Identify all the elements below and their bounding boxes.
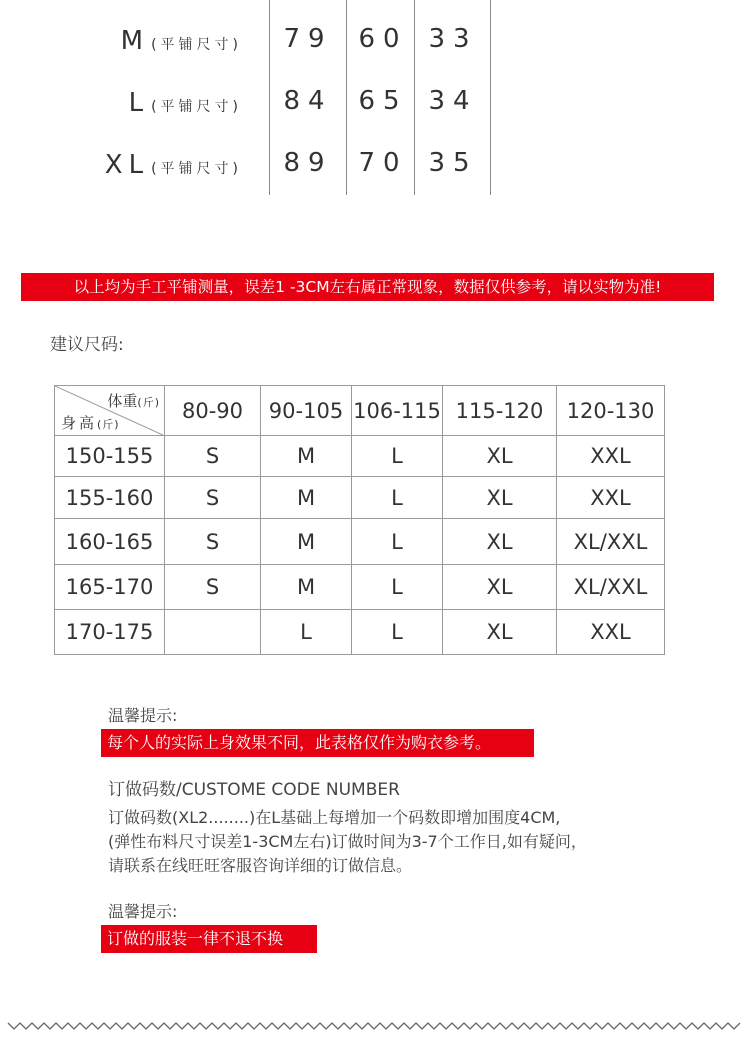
size-cell: XL [443,565,557,610]
size-cell: L [352,565,443,610]
size-table-divider [269,0,270,195]
measure-notice-banner: 以上均为手工平铺测量，误差1 -3CM左右属正常现象，数据仅供参考，请以实物为准! [21,273,714,301]
size-name: L [128,88,150,118]
size-cell: XL [443,436,557,477]
size-note: (平铺尺寸) [151,99,242,115]
size-cell: S [165,436,261,477]
height-cell: 160-165 [55,519,165,565]
custom-line: 订做码数(XL2........)在L基础上每增加一个码数即增加围度4CM, [108,808,561,827]
table-row [55,610,665,655]
corner-weight-label: 体重(斤) [107,392,160,410]
size-table-divider [346,0,347,195]
size-cell: XL [443,519,557,565]
size-cell: S [165,477,261,519]
size-value: 84 [283,86,333,116]
size-name: M [120,26,150,56]
size-note: (平铺尺寸) [151,161,242,177]
size-note: (平铺尺寸) [151,37,242,53]
size-cell: L [352,436,443,477]
tip-title: 温馨提示: [108,706,178,725]
size-cell: XXL [557,436,665,477]
size-value: 65 [358,86,408,116]
table-corner-cell [55,386,165,436]
size-name: XL [104,150,150,180]
table-row [55,519,665,565]
zigzag-divider [0,1018,750,1034]
size-cell: L [352,610,443,655]
size-cell: M [261,565,352,610]
size-cell: L [352,477,443,519]
tip-banner: 每个人的实际上身效果不同，此表格仅作为购衣参考。 [101,729,534,757]
size-row-label [121,26,242,56]
table-row [55,477,665,519]
height-cell: 165-170 [55,565,165,610]
size-cell: M [261,519,352,565]
size-cell: M [261,436,352,477]
size-cell: S [165,519,261,565]
custom-line: (弹性布料尺寸误差1-3CM左右)订做时间为3-7个工作日,如有疑问， [108,832,587,851]
height-cell: 170-175 [55,610,165,655]
table-row [55,565,665,610]
size-row-label [129,88,242,118]
table-row [55,436,665,477]
size-value: 33 [428,24,478,54]
size-cell: XXL [557,477,665,519]
size-value: 70 [358,148,408,178]
size-cell: L [261,610,352,655]
size-value: 35 [428,148,478,178]
custom-title: 订做码数/CUSTOME CODE NUMBER [108,780,400,800]
corner-height-label: 身高(斤) [61,414,120,432]
tip-title: 温馨提示: [108,902,178,921]
suggest-title: 建议尺码: [50,335,124,355]
weight-header: 90-105 [261,386,352,436]
size-cell: XXL [557,610,665,655]
weight-header: 120-130 [557,386,665,436]
table-header-row [55,386,665,436]
size-cell [165,610,261,655]
size-cell: M [261,477,352,519]
size-recommendation-table [54,385,665,655]
height-cell: 150-155 [55,436,165,477]
size-cell: L [352,519,443,565]
weight-header: 106-115 [352,386,443,436]
size-value: 89 [283,148,333,178]
size-value: 79 [283,24,333,54]
size-value: 60 [358,24,408,54]
size-row-label [105,150,242,180]
size-cell: XL [443,477,557,519]
custom-line: 请联系在线旺旺客服咨询详细的订做信息。 [108,856,413,875]
height-cell: 155-160 [55,477,165,519]
no-return-banner: 订做的服装一律不退不换 [101,925,317,953]
size-value: 34 [428,86,478,116]
weight-header: 80-90 [165,386,261,436]
weight-header: 115-120 [443,386,557,436]
size-table-divider [490,0,491,195]
size-cell: S [165,565,261,610]
size-cell: XL/XXL [557,565,665,610]
size-cell: XL/XXL [557,519,665,565]
size-cell: XL [443,610,557,655]
